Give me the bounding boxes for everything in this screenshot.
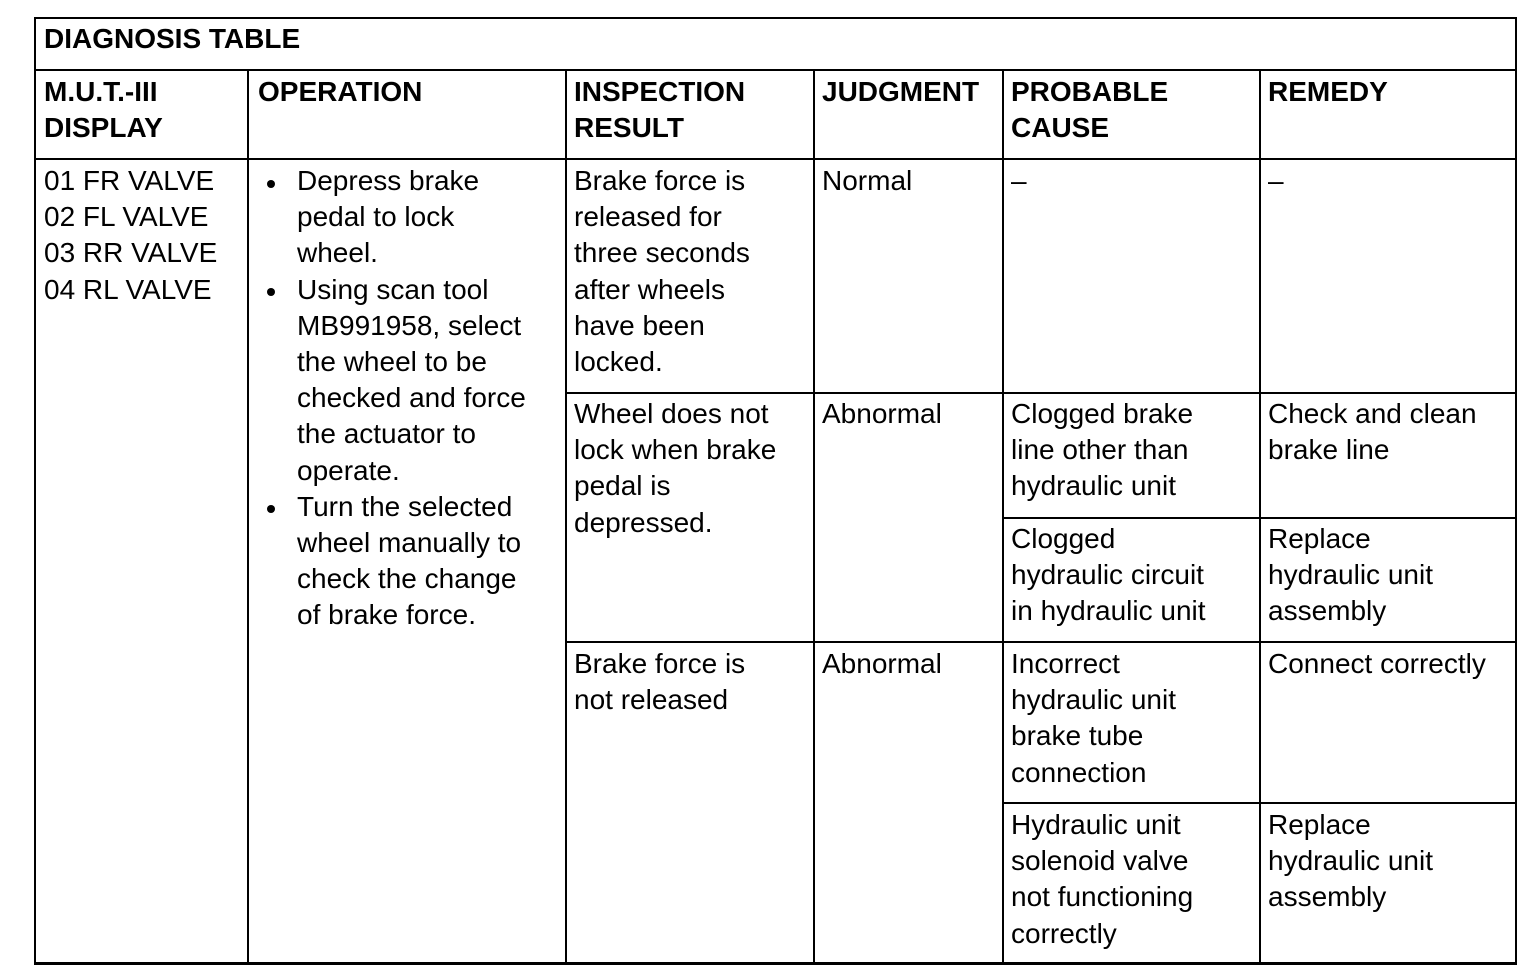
row3-remedy-2: Replace hydraulic unit assembly bbox=[1268, 809, 1433, 913]
header-remedy: REMEDY bbox=[1268, 76, 1388, 107]
row2-cause-1: Clogged brake line other than hydraulic unit bbox=[1011, 398, 1194, 502]
bullet-icon bbox=[267, 505, 275, 513]
operation-step-1: Depress brake pedal to lock wheel. bbox=[297, 165, 480, 269]
header-probable-cause: PROBABLE CAUSE bbox=[1011, 76, 1169, 144]
header-judgment: JUDGMENT bbox=[822, 76, 980, 107]
row1-probable-cause: – bbox=[1011, 165, 1027, 196]
header-display: M.U.T.-III DISPLAY bbox=[44, 76, 163, 144]
display-item: 03 RR VALVE bbox=[44, 237, 218, 269]
row2-remedy-2: Replace hydraulic unit assembly bbox=[1268, 523, 1433, 627]
bullet-icon bbox=[267, 180, 275, 188]
row2-divider bbox=[565, 641, 1517, 643]
col-divider-4 bbox=[1002, 69, 1004, 965]
operation-step-3: Turn the selected wheel manually to check the change of brake force. bbox=[297, 490, 522, 631]
display-item: 04 RL VALVE bbox=[44, 273, 212, 305]
display-item: 02 FL VALVE bbox=[44, 201, 209, 233]
row1-remedy: – bbox=[1268, 165, 1284, 196]
row3-inspection-result: Brake force is not released bbox=[574, 648, 746, 716]
display-items bbox=[44, 163, 217, 308]
table-title: DIAGNOSIS TABLE bbox=[44, 23, 301, 54]
operation-step-2: Using scan tool MB991958, select the wheel to be checked and force the actuator to operate. bbox=[297, 273, 526, 486]
row3-cause-1: Incorrect hydraulic unit brake tube connection bbox=[1011, 648, 1176, 788]
col-divider-5 bbox=[1259, 69, 1261, 965]
bullet-icon bbox=[267, 288, 275, 296]
display-item: 01 FR VALVE bbox=[44, 165, 215, 196]
row2-inspection-result: Wheel does not lock when brake pedal is depressed. bbox=[574, 398, 777, 538]
row2-judgment: Abnormal bbox=[822, 398, 942, 429]
col-divider-1 bbox=[247, 69, 249, 965]
col-divider-3 bbox=[813, 69, 815, 965]
title-divider bbox=[34, 69, 1517, 71]
row2-cause-2: Clogged hydraulic circuit in hydraulic unit bbox=[1011, 523, 1206, 627]
row1-judgment: Normal bbox=[822, 165, 913, 196]
col-divider-2 bbox=[565, 69, 567, 965]
row3-cause-2: Hydraulic unit solenoid valve not functioning correctly bbox=[1011, 809, 1194, 949]
row3-judgment: Abnormal bbox=[822, 648, 942, 679]
header-operation: OPERATION bbox=[258, 76, 423, 107]
header-divider bbox=[34, 158, 1517, 160]
row1-inspection-result: Brake force is released for three seconds after wheels have been locked. bbox=[574, 165, 750, 378]
row2-remedy-1: Check and clean brake line bbox=[1268, 398, 1477, 466]
row1-divider bbox=[565, 392, 1517, 394]
row3-remedy-1: Connect correctly bbox=[1268, 648, 1486, 679]
header-inspection-result: INSPECTION RESULT bbox=[574, 76, 746, 144]
